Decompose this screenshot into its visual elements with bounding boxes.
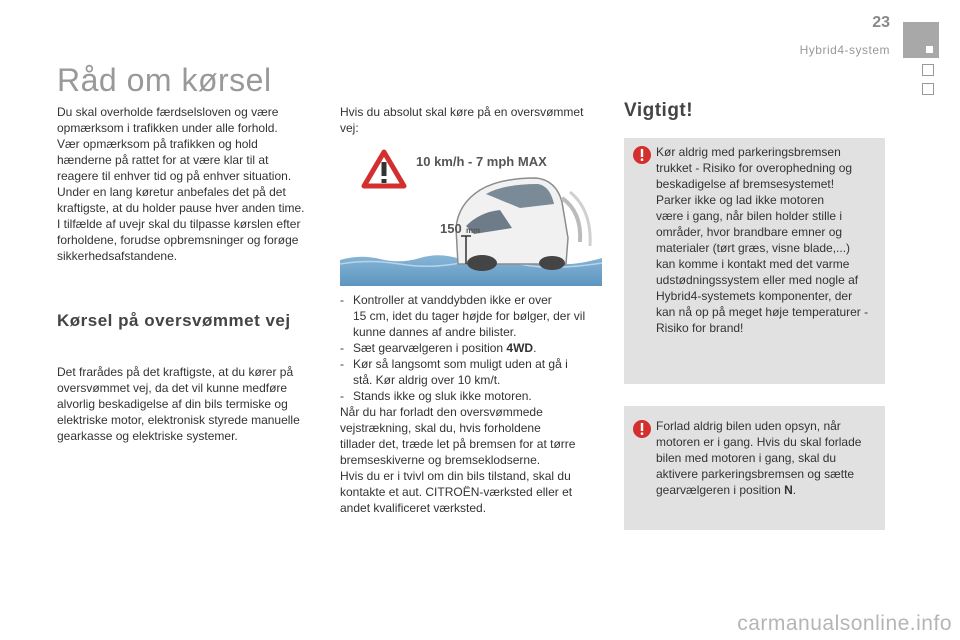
flooded-road-illustration (340, 142, 602, 286)
page-title: Råd om kørsel (57, 62, 272, 98)
watermark: carmanualsonline.info (737, 612, 952, 635)
depth-value: 150 (440, 221, 462, 236)
chapter-tab[interactable] (922, 83, 934, 95)
intro-paragraph: Du skal overholde færdselsloven og være opmærksom i trafikken under alle forhold. (57, 105, 279, 135)
page-number: 23 (872, 14, 890, 31)
gear-position-n: N (784, 483, 793, 497)
warning-text-end: . (792, 483, 797, 497)
warning-box (624, 406, 885, 530)
warning-exclamation-icon (633, 146, 651, 164)
chapter-tab[interactable] (922, 64, 934, 76)
step-text: Sæt gearvælgeren i position (353, 341, 507, 355)
car-icon (456, 178, 590, 271)
important-heading: Vigtigt! (624, 100, 694, 121)
warning-text: Kør aldrig med parkeringsbremsen trukket - Risiko for overophedning og beskadigelse af bremsesystemet! Parker ikke og lad ikke motoren være i gang, når bilen holder stille i områder, hvor brandbare emner og materialer (tørt græs, visne blade,...) kan komme i kontakt med det varme udstødningssystem eller med nogle af Hybrid4-systemets komponenter, der kan nå op på meget høje temperaturer - Risiko for brand! (656, 145, 869, 335)
intro-text (57, 104, 313, 264)
list-item: - Sæt gearvælgeren i position 4WD. (340, 341, 537, 355)
warning-triangle-icon (364, 152, 404, 186)
flooded-road-heading: Kørsel på oversvømmet vej (57, 311, 291, 330)
flooded-road-intro: Hvis du absolut skal køre på en oversvømmet vej: (340, 105, 584, 135)
intro-paragraph: I tilfælde af uvejr skal du tilpasse kørslen efter forholdene, forudse opbremsninger og forøge sikkerhedsafstandene. (57, 217, 301, 263)
step-text: Stands ikke og sluk ikke motoren. (353, 389, 532, 403)
warning-text (656, 418, 878, 498)
flooded-road-warning: Det frarådes på det kraftigste, at du kører på oversvømmet vej, da det vil kunne medføre alvorlig beskadigelse af din bils termiske og elektriske motor, elektronisk styrede manuelle gearkasse og elektriske systemer. (57, 365, 300, 443)
speed-limit-label: 10 km/h - 7 mph MAX (416, 154, 547, 169)
intro-paragraph: Under en lang køretur anbefales det på det kraftigste, at du holder pause hver anden time. (57, 185, 305, 215)
step-text: Kontroller at vanddybden ikke er over 15 cm, idet du tager højde for bølger, der vil kunne dannes af andre bilister. (353, 293, 586, 339)
depth-unit: mm (466, 226, 481, 235)
list-item: - Kør så langsomt som muligt uden at gå i stå. Kør aldrig over 10 km/t. (340, 357, 568, 387)
step-text-end: . (533, 341, 537, 355)
warning-box (624, 138, 885, 384)
warning-exclamation-icon (633, 420, 651, 438)
chapter-tab-active[interactable] (903, 22, 939, 58)
tab-marker (926, 46, 933, 53)
warning-text-part: Forlad aldrig bilen uden opsyn, når motoren er i gang. Hvis du skal forlade bilen med motoren i gang, skal du aktivere parkeringsbremsen og sætte gearvælgeren i position (656, 419, 862, 497)
intro-paragraph: Vær opmærksom på trafikken og hold hænderne på rattet for at være klar til at reagere til enhver tid og på enhver situation. (57, 137, 292, 183)
step-text: Kør så langsomt som muligt uden at gå i stå. Kør aldrig over 10 km/t. (353, 357, 568, 387)
list-item: - Stands ikke og sluk ikke motoren. (340, 389, 532, 403)
after-flood-text: Når du har forladt den oversvømmede vejstrækning, skal du, hvis forholdene tillader det, træde let på bremsen for at tørre bremseskiverne og bremseklodserne. Hvis du er i tvivl om din bils tilstand, skal du kontakte et aut. CITROËN-værksted eller et andet kvalificeret værksted. (340, 405, 576, 515)
section-name: Hybrid4-system (799, 43, 890, 57)
flooded-road-steps (340, 292, 604, 516)
gear-position-4wd: 4WD (506, 341, 534, 355)
list-item: - Kontroller at vanddybden ikke er over 15 cm, idet du tager højde for bølger, der vil kunne dannes af andre bilister. (340, 293, 586, 339)
